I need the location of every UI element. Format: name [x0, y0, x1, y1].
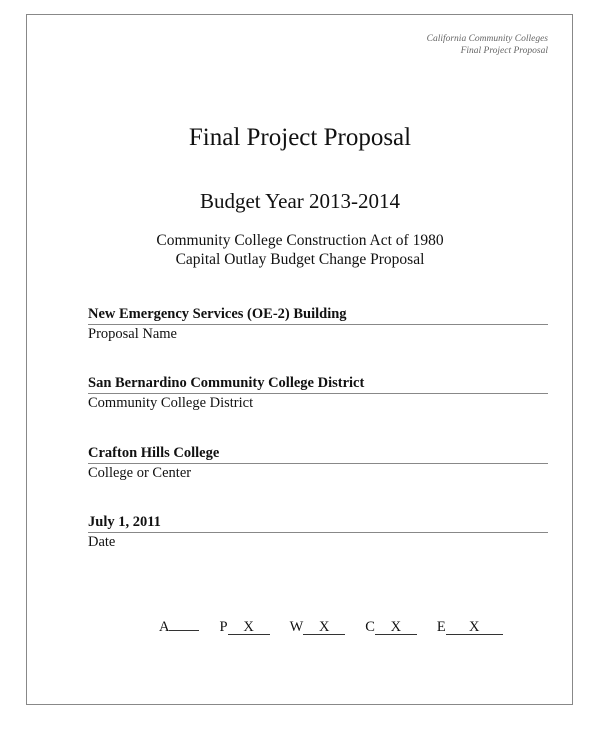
- code-mark: X: [375, 620, 417, 635]
- running-header: [427, 33, 548, 57]
- code-mark: X: [228, 620, 270, 635]
- field-value: San Bernardino Community College District: [88, 375, 548, 394]
- budget-year: Budget Year 2013-2014: [199, 189, 401, 213]
- field-value: July 1, 2011: [88, 514, 548, 533]
- code-w: [290, 619, 346, 636]
- field-label: Community College District: [88, 395, 254, 411]
- code-e: [437, 619, 503, 636]
- code-letter: P: [219, 619, 228, 635]
- document-title: Final Project Proposal: [188, 124, 412, 151]
- field-label: Proposal Name: [88, 326, 177, 342]
- code-c: [365, 619, 417, 636]
- field-value: Crafton Hills College: [88, 445, 548, 464]
- category-codes: [159, 619, 523, 636]
- field-proposal-name: [88, 306, 548, 343]
- code-a: [159, 619, 199, 636]
- subtitle: [0, 231, 600, 269]
- code-letter: A: [159, 619, 170, 635]
- field-label: Date: [88, 534, 116, 550]
- subtitle-line-2: Capital Outlay Budget Change Proposal: [175, 251, 425, 268]
- code-letter: W: [289, 619, 304, 635]
- code-letter: C: [365, 619, 375, 635]
- page-border: [26, 14, 573, 705]
- header-line-2: Final Project Proposal: [460, 46, 548, 56]
- code-p: [219, 619, 269, 636]
- code-mark: [169, 630, 199, 631]
- subtitle-line-1: Community College Construction Act of 1980: [156, 232, 444, 249]
- field-date: [88, 514, 548, 551]
- header-line-1: California Community Colleges: [426, 34, 548, 44]
- code-mark: X: [303, 620, 345, 635]
- field-college: [88, 445, 548, 482]
- field-label: College or Center: [88, 465, 192, 481]
- code-letter: E: [436, 619, 446, 635]
- code-mark: X: [446, 620, 503, 635]
- field-value: New Emergency Services (OE-2) Building: [88, 306, 548, 325]
- field-district: [88, 375, 548, 412]
